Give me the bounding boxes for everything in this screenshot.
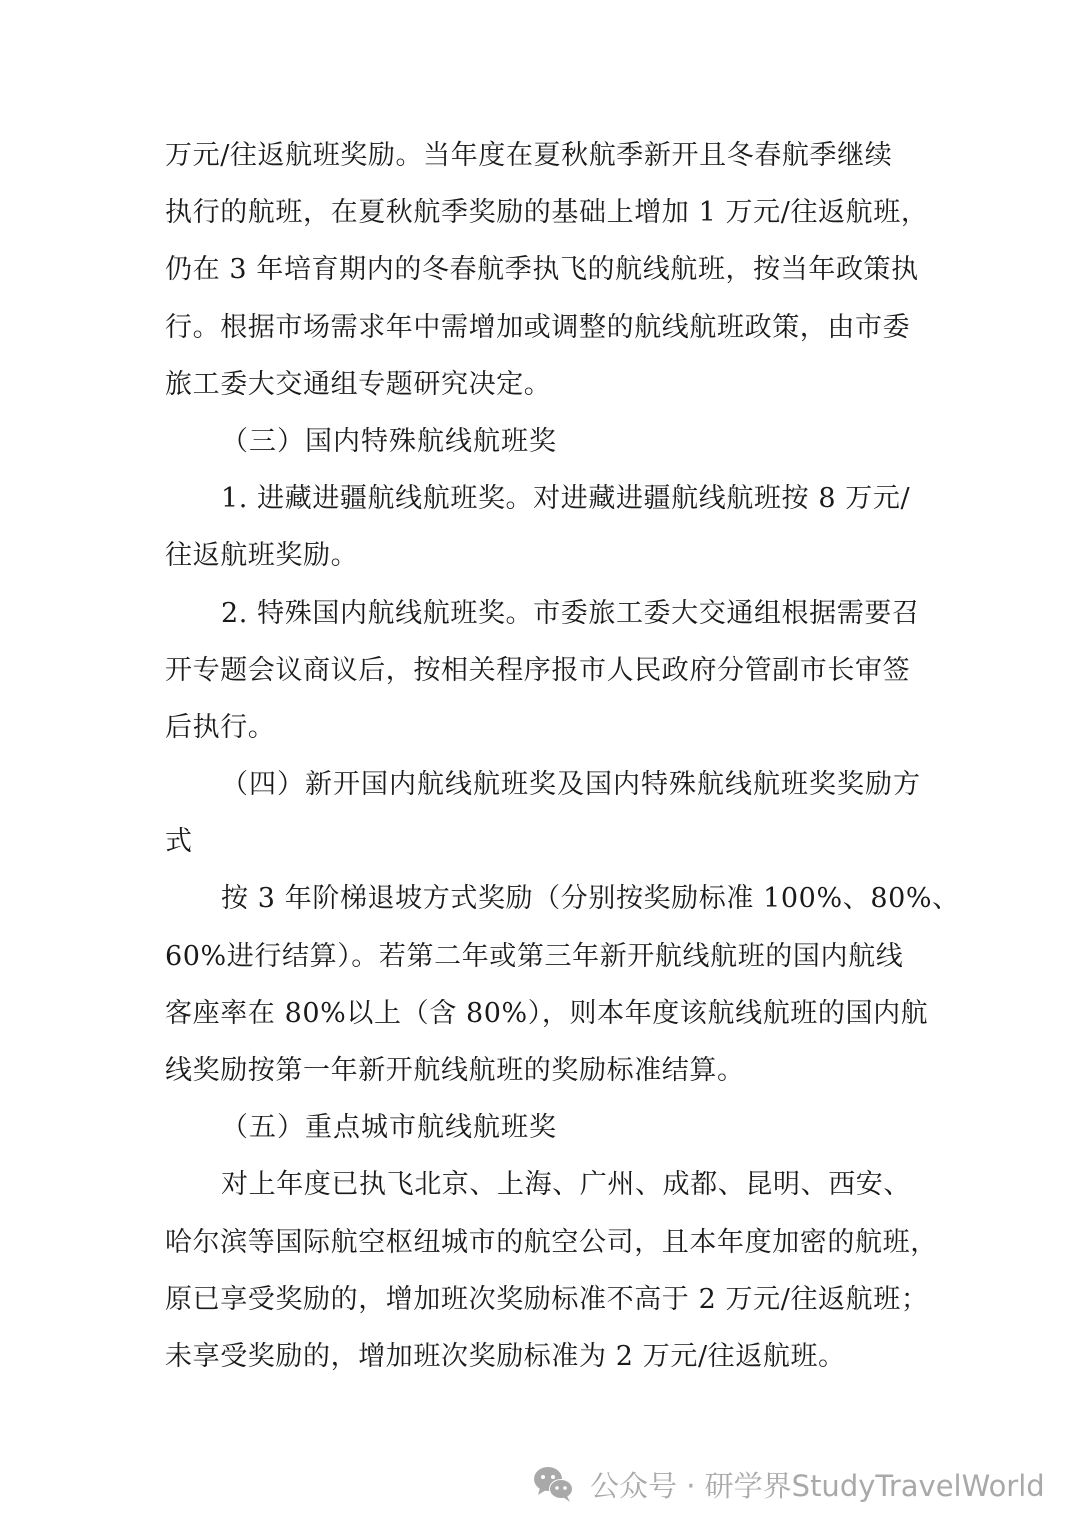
section-3-item-2-line: 2. 特殊国内航线航班奖。市委旅工委大交通组根据需要召 xyxy=(221,597,920,629)
wechat-icon xyxy=(532,1464,576,1504)
paragraph-line: 执行的航班，在夏秋航季奖励的基础上增加 1 万元/往返航班， xyxy=(165,197,929,229)
section-4-body-line: 线奖励按第一年新开航线航班的奖励标准结算。 xyxy=(165,1055,745,1086)
section-5-body-line: 未享受奖励的，增加班次奖励标准为 2 万元/往返航班。 xyxy=(165,1340,846,1372)
paragraph-line: 仍在 3 年培育期内的冬春航季执飞的航线航班，按当年政策执 xyxy=(165,254,919,286)
paragraph-line: 行。根据市场需求年中需增加或调整的航线航班政策，由市委 xyxy=(165,311,911,343)
section-4-heading: （四）新开国内航线航班奖及国内特殊航线航班奖奖励方 xyxy=(221,769,921,801)
section-5-body-line: 原已享受奖励的，增加班次奖励标准不高于 2 万元/往返航班； xyxy=(165,1283,929,1315)
section-3-item-1-line: 1. 进藏进疆航线航班奖。对进藏进疆航线航班按 8 万元/ xyxy=(221,483,911,515)
watermark-text: 公众号 · 研学界StudyTravelWorld xyxy=(590,1468,1045,1503)
section-5-body-line: 哈尔滨等国际航空枢纽城市的航空公司，且本年度加密的航班， xyxy=(165,1226,938,1258)
paragraph-line: 旅工委大交通组专题研究决定。 xyxy=(165,368,552,400)
section-3-item-2-line: 后执行。 xyxy=(165,711,276,743)
watermark xyxy=(532,1462,1045,1506)
document-page xyxy=(165,127,960,1385)
section-5-heading: （五）重点城市航线航班奖 xyxy=(221,1112,557,1144)
section-4-heading-cont: 式 xyxy=(165,826,193,858)
section-4-body-line: 按 3 年阶梯退坡方式奖励（分别按奖励标准 100%、80%、 xyxy=(221,883,960,915)
section-4-body-line: 60%进行结算）。若第二年或第三年新开航线航班的国内航线 xyxy=(165,940,904,972)
section-3-heading: （三）国内特殊航线航班奖 xyxy=(221,425,557,457)
paragraph-line: 万元/往返航班奖励。当年度在夏秋航季新开且冬春航季继续 xyxy=(165,140,893,171)
section-3-item-1-line: 往返航班奖励。 xyxy=(165,540,359,572)
section-4-body-line: 客座率在 80%以上（含 80%），则本年度该航线航班的国内航 xyxy=(165,997,929,1029)
section-3-item-2-line: 开专题会议商议后，按相关程序报市人民政府分管副市长审签 xyxy=(165,654,911,686)
section-5-body-line: 对上年度已执飞北京、上海、广州、成都、昆明、西安、 xyxy=(221,1169,911,1201)
